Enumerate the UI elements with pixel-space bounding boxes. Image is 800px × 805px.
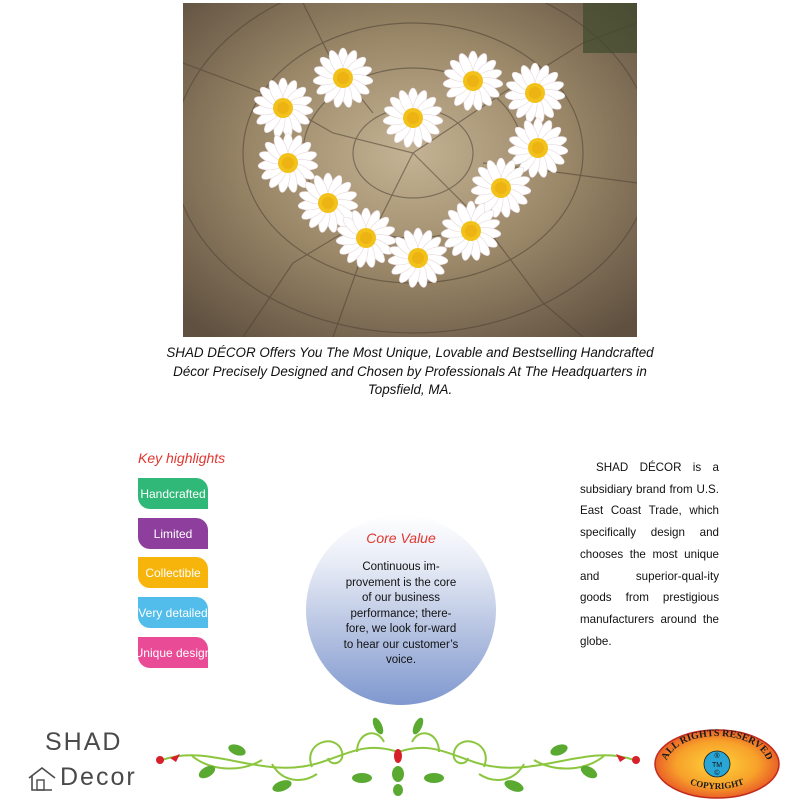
seal-mark-copyright: © <box>714 770 720 777</box>
hero-image <box>183 3 637 337</box>
house-icon <box>27 766 57 797</box>
highlight-tag-very-detailed: Very detailed <box>138 597 208 628</box>
highlight-tag-collectible: Collectible <box>138 557 208 588</box>
core-value-text: Continuous im-provement is the core of our business performance; there-fore, we look for-ward to hear our customer’s voice. <box>343 561 459 666</box>
core-value-circle <box>306 515 496 705</box>
highlight-tag-limited: Limited <box>138 518 208 549</box>
core-value-title: Core Value <box>366 530 436 546</box>
seal-mark-registered: ® <box>714 753 720 760</box>
key-highlights-title: Key highlights <box>138 450 226 466</box>
logo-shad-text: SHAD <box>45 728 123 756</box>
seal-bottom-text: COPYRIGHT <box>689 776 745 791</box>
hero-caption: SHAD DÉCOR Offers You The Most Unique, Lovable and Bestselling Handcrafted Décor Precisely Designed and Chosen by Professionals At The Headquarters in Topsfield, MA. <box>166 345 654 397</box>
seal-top-text: ALL RIGHTS RESERVED <box>659 728 775 762</box>
brand-description: SHAD DÉCOR is a subsidiary brand from U.S. East Coast Trade, which specifically design and chooses the most unique and superior-qual-ity goods from prestigious manufacturers around the globe. <box>580 461 719 648</box>
decorative-vine-ornament <box>152 712 644 805</box>
logo-decor-text: Decor <box>60 763 137 791</box>
seal-mark-tm: TM <box>711 762 723 769</box>
highlight-tag-handcrafted: Handcrafted <box>138 478 208 509</box>
copyright-seal <box>652 728 782 805</box>
highlight-tag-unique-design: Unique design <box>138 637 208 668</box>
